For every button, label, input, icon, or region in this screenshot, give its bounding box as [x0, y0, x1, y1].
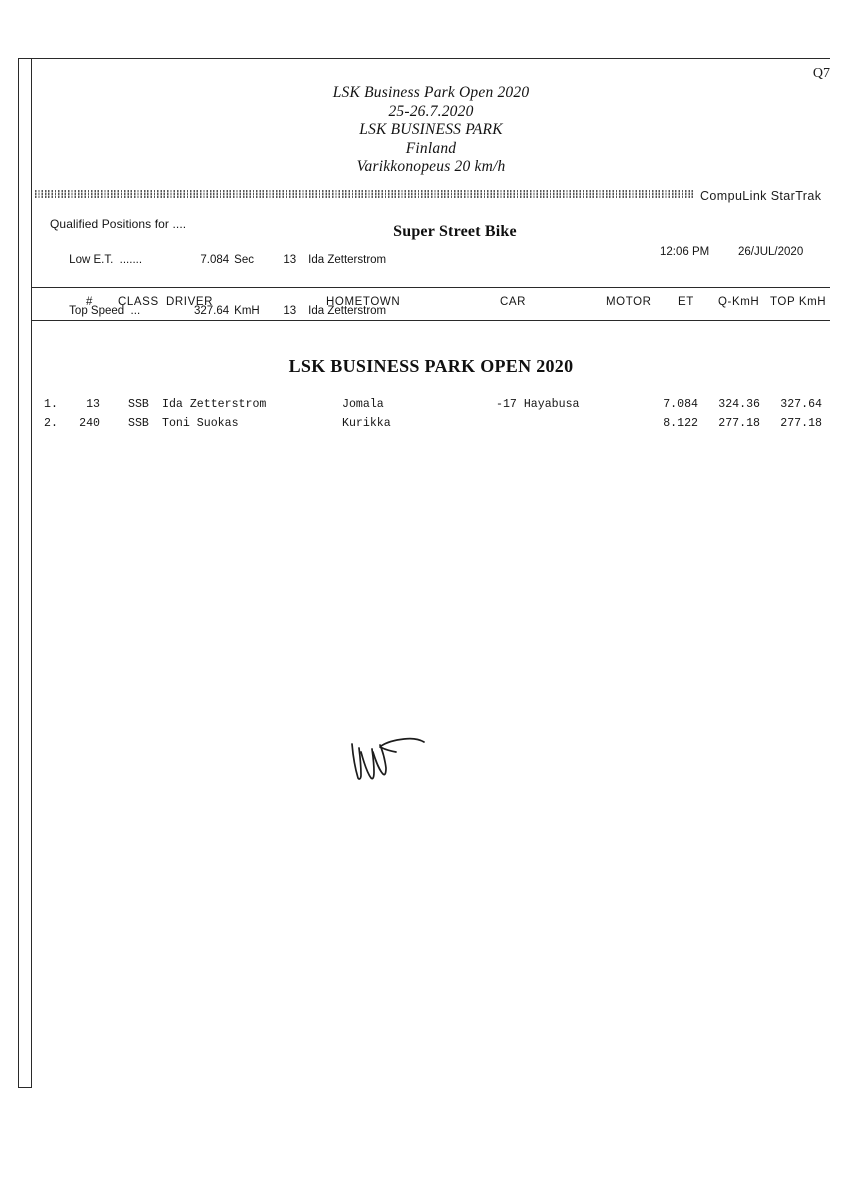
row-position: 1.	[44, 398, 58, 411]
qualified-row-top-speed	[50, 286, 386, 337]
column-header-q-kmh: Q-KmH	[718, 296, 760, 308]
low-et-value: 7.084	[200, 254, 230, 266]
scan-edge	[0, 0, 8, 1200]
print-date: 26/JUL/2020	[738, 246, 804, 258]
column-header-motor: MOTOR	[606, 296, 652, 308]
top-speed-unit: KmH	[234, 305, 260, 317]
meet-header-line-5: Varikkonopeus 20 km/h	[356, 158, 506, 175]
table-header-top-rule	[31, 287, 830, 288]
table-row	[0, 398, 848, 417]
column-header-number: #	[86, 296, 93, 308]
results-table	[0, 398, 848, 436]
row-top-kmh: 277.18	[780, 417, 822, 430]
column-header-hometown: HOMETOWN	[326, 296, 401, 308]
frame-left-outer-rule	[18, 58, 19, 1088]
row-driver: Toni Suokas	[162, 417, 239, 430]
row-driver: Ida Zetterstrom	[162, 398, 267, 411]
low-et-number: 13	[283, 254, 297, 266]
top-speed-value: 327.64	[193, 305, 230, 317]
row-class: SSB	[128, 417, 149, 430]
column-header-top-kmh: TOP KmH	[770, 296, 827, 308]
row-q-kmh: 277.18	[718, 417, 760, 430]
table-header-bottom-rule	[31, 320, 830, 321]
column-header-et: ET	[678, 296, 694, 308]
meet-header-line-1: LSK Business Park Open 2020	[332, 84, 530, 101]
qualified-row-low-et	[50, 235, 386, 286]
low-et-label: Low E.T. .......	[69, 254, 143, 266]
low-et-unit: Sec	[234, 254, 254, 266]
frame-bottom-rule	[18, 1087, 32, 1088]
row-top-kmh: 327.64	[780, 398, 822, 411]
frame-left-inner-rule	[31, 58, 32, 1088]
print-time: 12:06 PM	[660, 246, 710, 258]
meet-header-line-3: LSK BUSINESS PARK	[359, 121, 503, 138]
row-class: SSB	[128, 398, 149, 411]
meet-header	[32, 84, 830, 177]
row-car: -17 Hayabusa	[496, 398, 580, 411]
row-hometown: Jomala	[342, 398, 384, 411]
qualified-positions-title: Qualified Positions for ....	[50, 217, 187, 231]
frame-top-rule	[18, 58, 830, 59]
row-et: 8.122	[663, 417, 698, 430]
handwritten-signature	[340, 716, 460, 806]
page-code: Q7	[812, 66, 830, 81]
column-header-class: CLASS	[118, 296, 159, 308]
class-title: Super Street Bike	[393, 223, 517, 240]
meet-header-line-4: Finland	[405, 139, 457, 157]
row-hometown: Kurikka	[342, 417, 391, 430]
row-number: 240	[79, 417, 100, 430]
column-header-car: CAR	[500, 296, 527, 308]
row-number: 13	[86, 398, 100, 411]
row-et: 7.084	[663, 398, 698, 411]
row-position: 2.	[44, 417, 58, 430]
meet-header-line-2: 25-26.7.2020	[388, 102, 474, 120]
top-speed-driver: Ida Zetterstrom	[308, 305, 387, 317]
row-q-kmh: 324.36	[718, 398, 760, 411]
table-row	[0, 417, 848, 436]
low-et-driver: Ida Zetterstrom	[308, 254, 387, 266]
top-speed-label: Top Speed ...	[69, 305, 141, 317]
event-title: LSK BUSINESS PARK OPEN 2020	[288, 356, 574, 376]
dotted-separator	[35, 190, 695, 198]
column-header-driver: DRIVER	[166, 296, 214, 308]
top-speed-number: 13	[283, 305, 297, 317]
brand-label: CompuLink StarTrak	[700, 189, 822, 203]
